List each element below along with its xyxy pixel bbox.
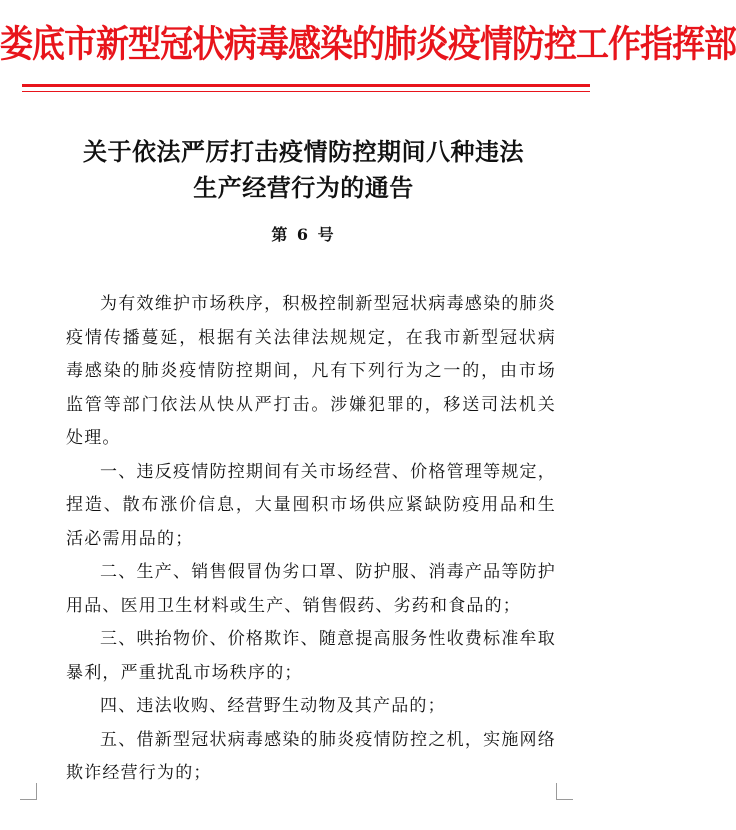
- document-title-line-1: 关于依法严厉打击疫情防控期间八种违法: [83, 138, 524, 166]
- letterhead-divider-thin: [22, 91, 590, 92]
- intro-paragraph: 为有效维护市场秩序，积极控制新型冠状病毒感染的肺炎疫情传播蔓延，根据有关法律法规规定，在我市新型冠状病毒感染的肺炎疫情防控期间，凡有下列行为之一的，由市场监管等部门依法从快从严打击。涉嫌犯罪的，移送司法机关处理。: [66, 294, 556, 448]
- item-paragraph-3: 三、哄抬物价、价格欺诈、随意提高服务性收费标准牟取暴利，严重扰乱市场秩序的；: [66, 629, 556, 683]
- item-paragraph-5: 五、借新型冠状病毒感染的肺炎疫情防控之机，实施网络欺诈经营行为的；: [66, 729, 556, 783]
- letterhead-divider-thick: [22, 84, 590, 87]
- item-paragraph-4: 四、违法收购、经营野生动物及其产品的；: [100, 696, 446, 716]
- crop-mark-bottom-left: [20, 783, 37, 800]
- letterhead-title: 娄底市新型冠状病毒感染的肺炎疫情防控工作指挥部: [0, 21, 736, 66]
- document-number: 第 6 号: [271, 225, 336, 244]
- document-body: [66, 288, 556, 791]
- item-paragraph-1: 一、违反疫情防控期间有关市场经营、价格管理等规定，捏造、散布涨价信息，大量囤积市场供应紧缺防疫用品和生活必需用品的；: [66, 461, 556, 549]
- crop-mark-bottom-right: [556, 783, 573, 800]
- document-title-line-2: 生产经营行为的通告: [193, 174, 414, 202]
- item-paragraph-2: 二、生产、销售假冒伪劣口罩、防护服、消毒产品等防护用品、医用卫生材料或生产、销售假药、劣药和食品的；: [66, 562, 556, 616]
